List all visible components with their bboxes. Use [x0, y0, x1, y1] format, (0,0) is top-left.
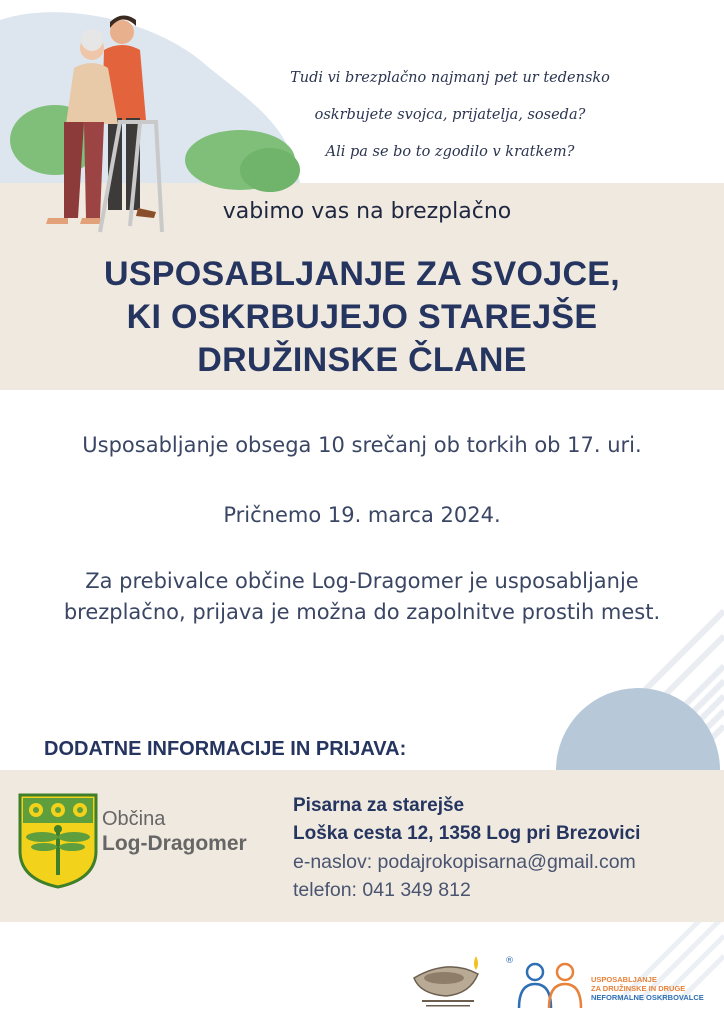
program-logo-line: USPOSABLJANJE: [591, 975, 657, 984]
headline-line: DRUŽINSKE ČLANE: [197, 341, 527, 379]
eligibility-text: [0, 566, 724, 628]
schedule-text: Usposabljanje obsega 10 srečanj ob torkih ob 17. uri.: [82, 433, 642, 457]
eligibility-line: Za prebivalce občine Log-Dragomer je usposabljanje: [85, 569, 639, 593]
intro-quote: [250, 60, 650, 171]
email-link[interactable]: e-naslov: podajrokopisarna@gmail.com: [293, 851, 636, 873]
info-heading: DODATNE INFORMACIJE IN PRIJAVA:: [44, 738, 407, 760]
headline-line: KI OSKRBUJEJO STAREJŠE: [126, 298, 598, 336]
headline-line: USPOSABLJANJE ZA SVOJCE,: [103, 255, 621, 293]
office-name: Pisarna za starejše: [293, 795, 465, 816]
municipality-name: [102, 808, 247, 856]
program-logo-line: NEFORMALNE OSKRBOVALCE: [591, 993, 704, 1002]
invite-text: vabimo vas na brezplačno: [222, 199, 512, 224]
people-icon: [513, 960, 593, 1010]
phone-number[interactable]: telefon: 041 349 812: [293, 879, 471, 901]
contact-block: [293, 792, 640, 904]
program-logo-line: ZA DRUŽINSKE IN DRUGE: [591, 984, 686, 993]
quote-line: oskrbujete svojca, prijatelja, soseda?: [314, 107, 586, 123]
eligibility-line: brezplačno, prijava je možna do zapolnitve prostih mest.: [63, 600, 661, 624]
quote-line: Ali pa se bo to zgodilo v kratkem?: [325, 144, 575, 160]
program-logo-text: [591, 975, 704, 1002]
main-headline: [0, 253, 724, 382]
coat-of-arms-icon: [18, 793, 98, 889]
registered-mark: ®: [505, 956, 514, 966]
start-date-text: Pričnemo 19. marca 2024.: [223, 503, 501, 527]
municipality-label: Občina: [102, 808, 166, 830]
quote-line: Tudi vi brezplačno najmanj pet ur tedensko: [290, 70, 610, 86]
municipality-title: Log-Dragomer: [102, 832, 247, 855]
oil-lamp-logo-icon: [408, 948, 488, 1012]
training-program-logo: [505, 956, 720, 1011]
office-address: Loška cesta 12, 1358 Log pri Brezovici: [293, 823, 641, 844]
